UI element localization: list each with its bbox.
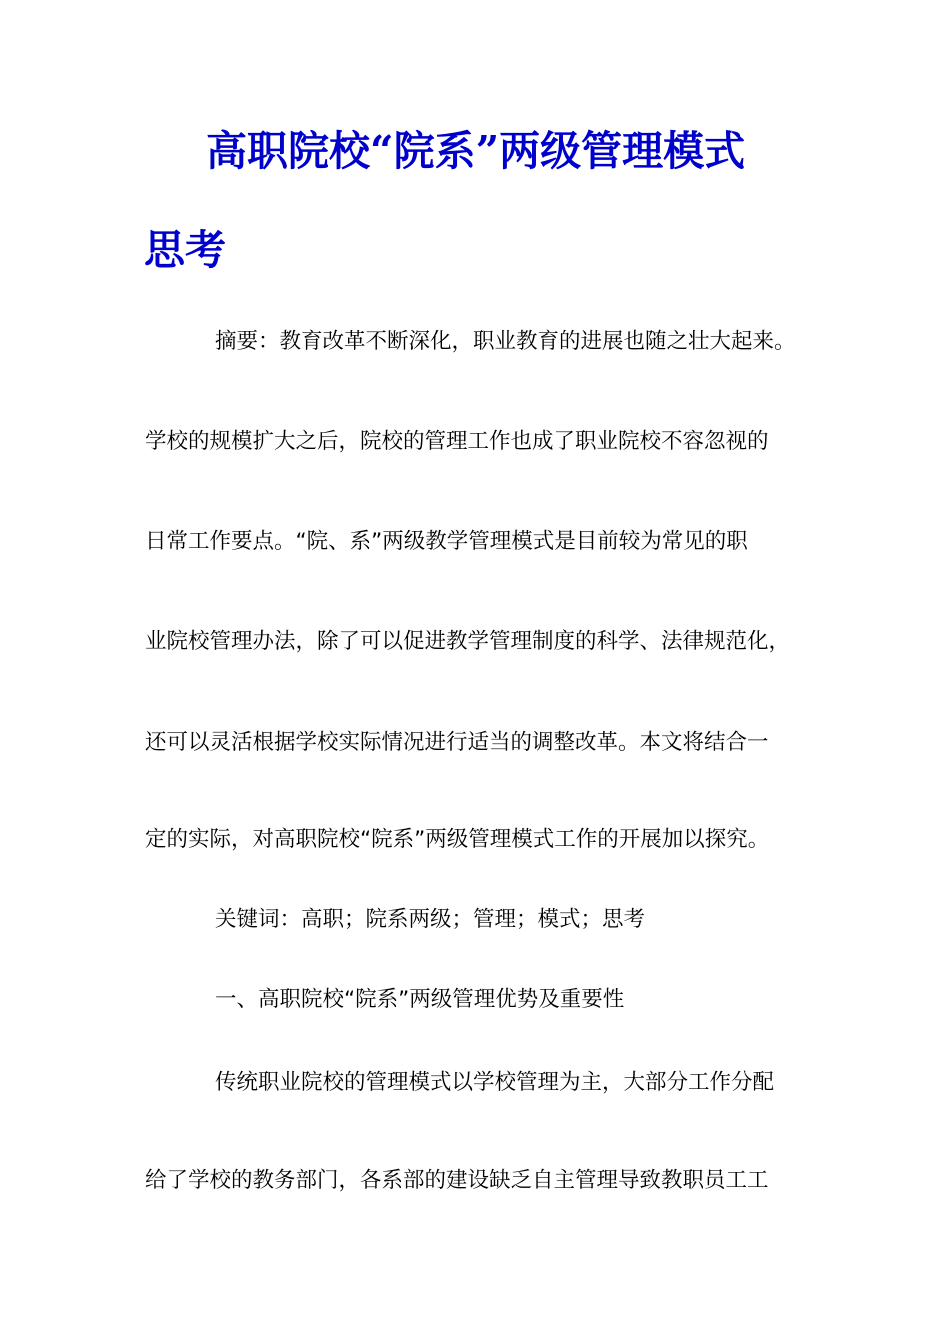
abstract-line-2: 学校的规模扩大之后，院校的管理工作也成了职业院校不容忽视的 xyxy=(145,429,769,454)
body-line-1: 传统职业院校的管理模式以学校管理为主，大部分工作分配 xyxy=(215,1070,775,1095)
abstract-line-5: 还可以灵活根据学校实际情况进行适当的调整改革。本文将结合一 xyxy=(145,730,769,755)
keywords-line: 关键词：高职；院系两级；管理；模式；思考 xyxy=(215,907,646,932)
abstract-line-4: 业院校管理办法，除了可以促进教学管理制度的科学、法律规范化， xyxy=(145,629,791,654)
document-title-line-2: 思考 xyxy=(144,226,226,274)
abstract-line-6: 定的实际，对高职院校“院系”两级管理模式工作的开展加以探究。 xyxy=(145,827,770,852)
document-title-line-1: 高职院校“院系”两级管理模式 xyxy=(206,127,746,175)
abstract-line-3: 日常工作要点。“院、系”两级教学管理模式是目前较为常见的职 xyxy=(145,529,748,554)
abstract-line-1: 摘要：教育改革不断深化，职业教育的进展也随之壮大起来。 xyxy=(215,329,796,354)
body-line-2: 给了学校的教务部门，各系部的建设缺乏自主管理导致教职员工工 xyxy=(145,1168,769,1193)
section-heading-1: 一、高职院校“院系”两级管理优势及重要性 xyxy=(215,987,625,1012)
